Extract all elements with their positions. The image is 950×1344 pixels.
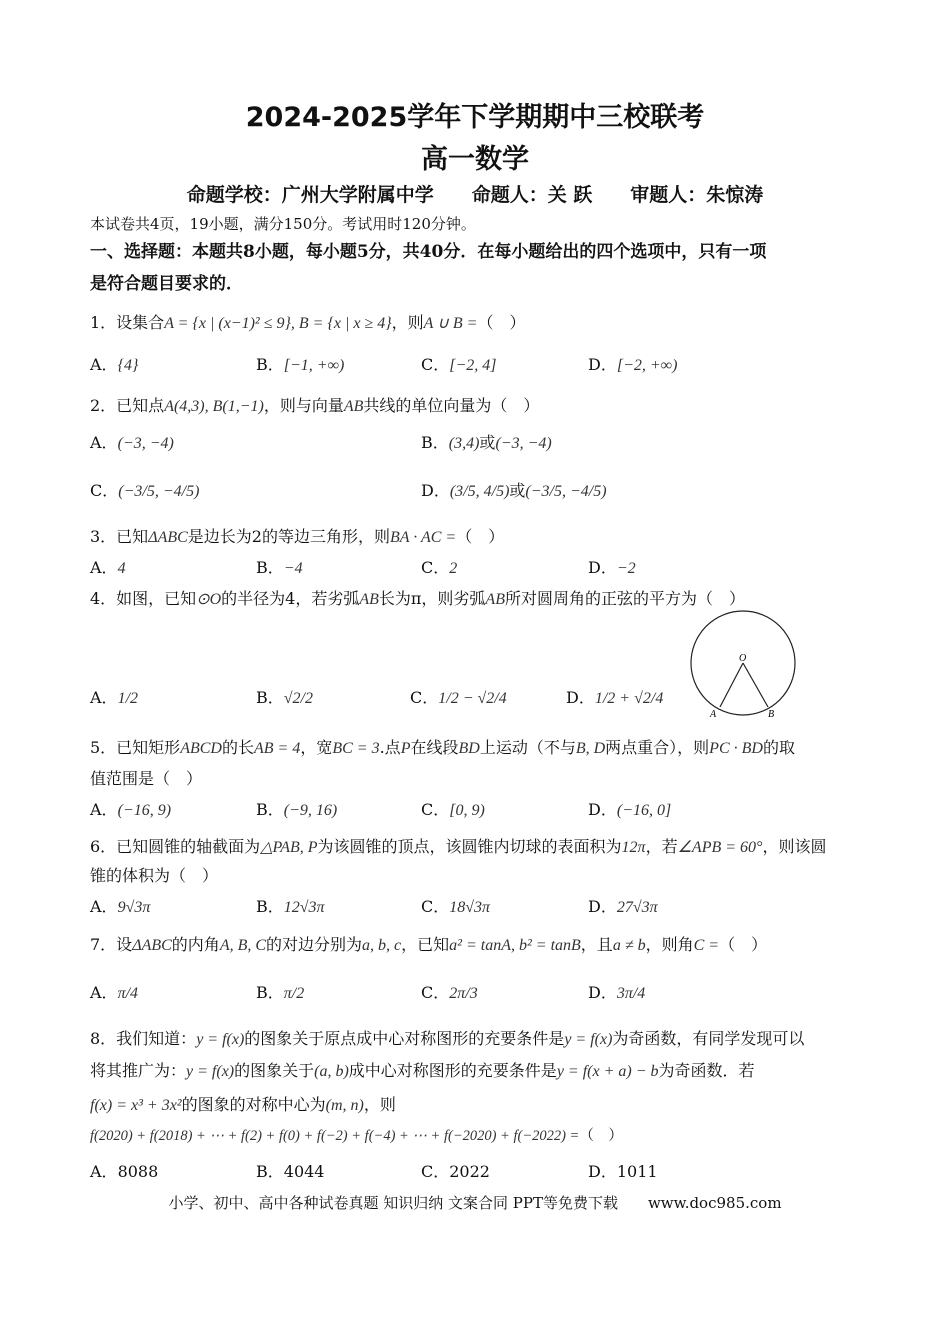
q4-option-c: C．1/2 − √2/4 [410, 688, 507, 707]
q2-option-a: A．(−3, −4) [90, 433, 174, 452]
q6-option-d: D．27√3π [588, 897, 658, 916]
exam-info: 本试卷共4页，19小题，满分150分。考试用时120分钟。 [90, 215, 476, 233]
radius-ob [743, 663, 768, 707]
q8-option-d: D．1011 [588, 1162, 658, 1181]
q8-option-c: C．2022 [421, 1162, 490, 1181]
q5-option-b: B．(−9, 16) [256, 800, 338, 819]
question-8-line3: f(x) = x³ + 3x²的图象的对称中心为(m, n)，则 [90, 1095, 396, 1114]
exam-title: 2024-2025学年下学期期中三校联考 [245, 102, 705, 133]
q1-math-sets: A = {x | (x−1)² ≤ 9}, B = {x | x ≥ 4} [164, 315, 392, 332]
exam-subtitle: 高一数学 [421, 144, 529, 175]
q1-option-b: B．[−1, +∞) [256, 355, 345, 374]
label-a: A [710, 709, 717, 720]
question-8-line2: 将其推广为：y = f(x)的图象关于(a, b)成中心对称图形的充要条件是y = f(x + a) − b为奇函数．若 [90, 1061, 755, 1080]
question-2-stem: 2．已知点A(4,3), B(1,−1)，则与向量AB共线的单位向量为（ ） [90, 396, 540, 415]
q7-option-a: A．π/4 [90, 983, 139, 1002]
circle-figure [688, 610, 798, 720]
question-4-stem: 4．如图，已知⊙O的半径为4，若劣弧AB长为π，则劣弧AB所对圆周角的正弦的平方为（ ） [90, 589, 745, 608]
q7-option-d: D．3π/4 [588, 983, 646, 1002]
question-5-stem: 5．已知矩形ABCD的长AB = 4，宽BC = 3.点P在线段BD上运动（不与B, D两点重合），则PC · BD的取 [90, 738, 795, 757]
page-footer: 小学、初中、高中各种试卷真题 知识归纳 文案合同 PPT等免费下载 www.doc985.com [168, 1194, 782, 1212]
q6-option-b: B．12√3π [256, 897, 325, 916]
q6-option-a: A．9√3π [90, 897, 151, 916]
q1-label: 1．设集合 [90, 313, 165, 332]
q1-option-a: A．{4} [90, 355, 139, 374]
question-5-line2: 值范围是（ ） [90, 769, 203, 788]
q3-option-c: C．2 [421, 558, 458, 577]
q6-option-c: C．18√3π [421, 897, 491, 916]
q8-option-a: A．8088 [90, 1162, 159, 1181]
q3-option-a: A．4 [90, 558, 126, 577]
question-7-stem: 7．设ΔABC的内角A, B, C的对边分别为a, b, c，已知a² = tanA, b² = tanB，且a ≠ b，则角C =（ ） [90, 935, 768, 954]
question-6-stem: 6．已知圆锥的轴截面为△PAB, P为该圆锥的顶点，该圆锥内切球的表面积为12π，若∠APB = 60°，则该圆 [90, 837, 827, 856]
q7-option-c: C．2π/3 [421, 983, 478, 1002]
section-heading-line2: 是符合题目要求的． [90, 274, 243, 294]
q1-math-union: A ∪ B = [423, 315, 478, 332]
q4-option-a: A．1/2 [90, 688, 139, 707]
section-heading-line1: 一、选择题：本题共8小题，每小题5分，共40分．在每小题给出的四个选项中，只有一项 [90, 242, 767, 262]
q2-option-b: B．(3,4)或(−3, −4) [421, 433, 552, 452]
question-8-line4: f(2020) + f(2018) + ⋯ + f(2) + f(0) + f(−2) + f(−4) + ⋯ + f(−2020) + f(−2022) =（ ） [90, 1128, 623, 1144]
q7-option-b: B．π/2 [256, 983, 305, 1002]
exam-authors: 命题学校：广州大学附属中学 命题人：关 跃 审题人：朱惊涛 [186, 184, 764, 206]
q1-tail: ，则 [391, 313, 424, 332]
q3-option-b: B．−4 [256, 558, 303, 577]
q1-paren: （ ） [477, 313, 526, 332]
question-8-stem: 8．我们知道：y = f(x)的图象关于原点成中心对称图形的充要条件是y = f(x)为奇函数，有同学发现可以 [90, 1029, 805, 1048]
label-b: B [768, 709, 775, 720]
q1-option-c: C．[−2, 4] [421, 355, 497, 374]
q1-option-d: D．[−2, +∞) [588, 355, 678, 374]
radius-oa [720, 663, 743, 707]
question-6-line2: 锥的体积为（ ） [90, 866, 219, 885]
q3-option-d: D．−2 [588, 558, 636, 577]
question-1-stem [90, 310, 525, 333]
q8-option-b: B．4044 [256, 1162, 325, 1181]
q4-option-d: D．1/2 + √2/4 [566, 688, 664, 707]
q2-option-c: C．(−3/5, −4/5) [90, 481, 200, 500]
q5-option-a: A．(−16, 9) [90, 800, 172, 819]
q2-option-d: D．(3/5, 4/5)或(−3/5, −4/5) [421, 481, 607, 500]
q4-option-b: B．√2/2 [256, 688, 313, 707]
q5-option-c: C．[0, 9) [421, 800, 485, 819]
question-3-stem: 3．已知ΔABC是边长为2的等边三角形，则BA · AC =（ ） [90, 527, 505, 546]
label-o: O [739, 653, 747, 664]
q5-option-d: D．(−16, 0] [588, 800, 672, 819]
